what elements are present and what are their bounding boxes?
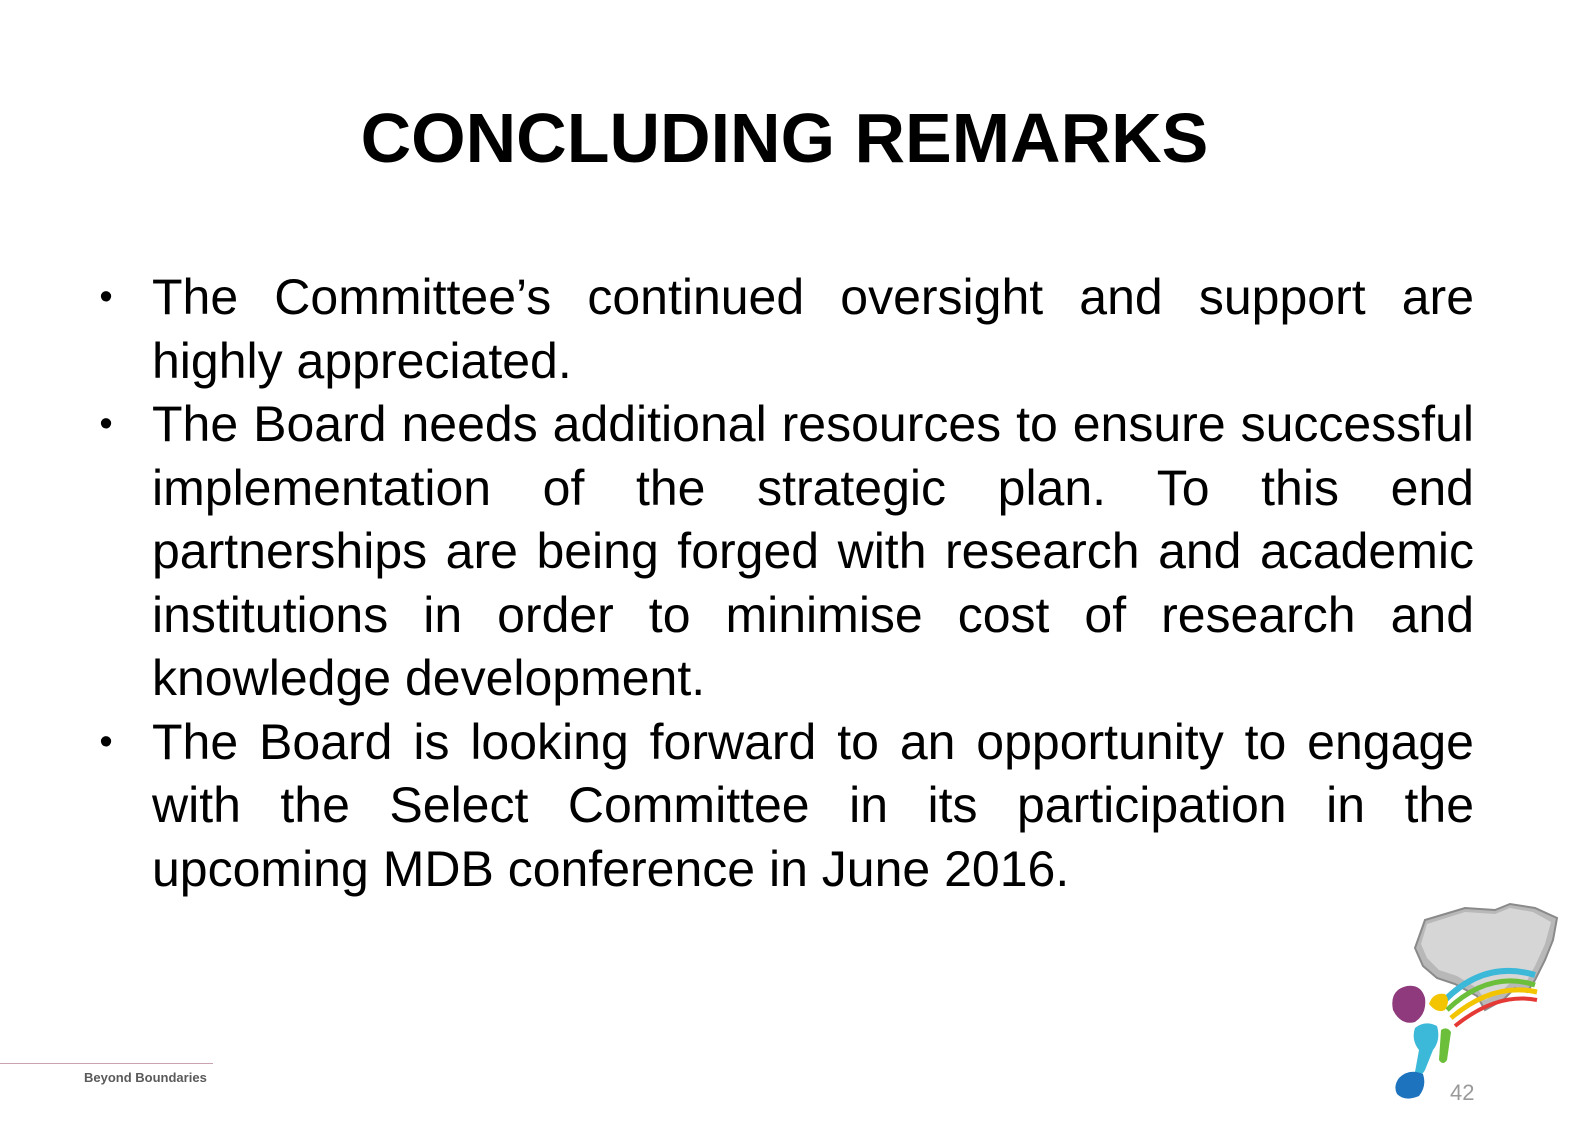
bullet-icon: • bbox=[99, 403, 113, 445]
page-number: 42 bbox=[1450, 1080, 1475, 1105]
africa-map-logo-icon bbox=[1385, 900, 1565, 1105]
bullet-text: The Committee’s continued oversight and support are highly appreciated. bbox=[152, 269, 1474, 389]
bullet-item bbox=[96, 711, 1474, 902]
slide-title: CONCLUDING REMARKS bbox=[360, 99, 1209, 177]
footer-divider bbox=[0, 1063, 213, 1064]
bullet-text: The Board needs additional resources to ensure successful implementation of the strategic plan. To this end partnerships are being forged with research and academic institutions in order to minimise cost of research and knowledge development. bbox=[152, 396, 1474, 706]
bullet-icon: • bbox=[99, 276, 113, 318]
bullet-icon: • bbox=[99, 720, 113, 763]
bullet-list bbox=[96, 266, 1474, 901]
bullet-item bbox=[96, 266, 1474, 393]
bullet-text: The Board is looking forward to an opportunity to engage with the Select Committee in its participation in the upcoming MDB conference in June 2016. bbox=[152, 713, 1474, 897]
bullet-item bbox=[96, 393, 1474, 711]
footer-tagline: Beyond Boundaries bbox=[84, 1070, 207, 1085]
